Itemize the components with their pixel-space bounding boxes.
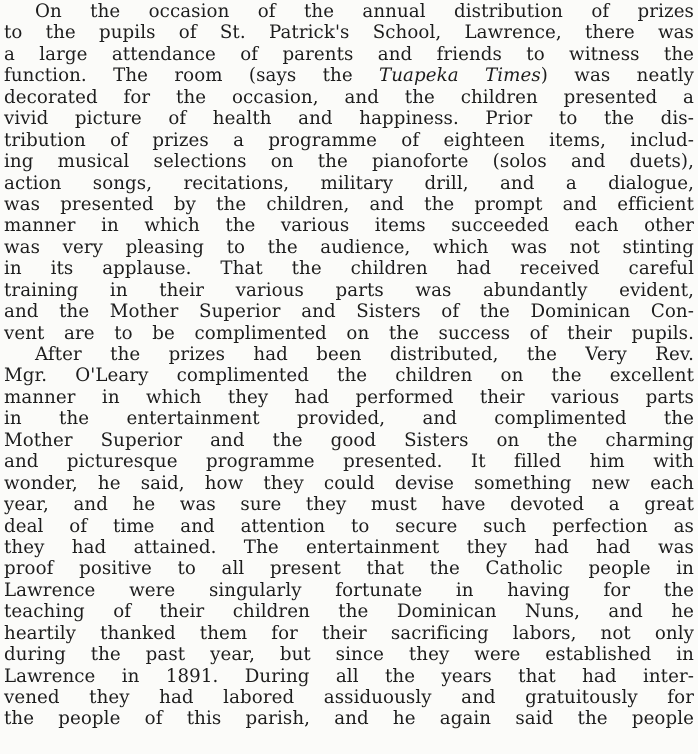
text-line: decorated for the occasion, and the children presented a	[4, 86, 694, 108]
text-line: vivid picture of health and happiness. Prior to the dis-	[4, 108, 694, 130]
text-line: and the Mother Superior and Sisters of the Dominican Con-	[4, 301, 694, 323]
text-line: in the entertainment provided, and complimented the	[4, 408, 694, 430]
text-line: to the pupils of St. Patrick's School, Lawrence, there was	[4, 22, 694, 44]
text-line: On the occasion of the annual distribution of prizes	[35, 1, 694, 22]
text-line: and picturesque programme presented. It filled him with	[4, 451, 694, 473]
text-line: Mgr. O'Leary complimented the children on the excellent	[4, 365, 694, 387]
text-line: Lawrence in 1891. During all the years that had inter-	[4, 665, 694, 687]
text-line: Lawrence were singularly fortunate in having for the	[4, 579, 694, 601]
paragraph-mgr-oleary-speech	[4, 344, 694, 730]
text-line: Mother Superior and the good Sisters on the charming	[4, 429, 694, 451]
text-line: manner in which they had performed their various parts	[4, 386, 694, 408]
text-line: vened they had labored assiduously and gratuitously for	[4, 687, 694, 708]
text-line: After the prizes had been distributed, the Very Rev.	[35, 344, 694, 365]
text-line: action songs, recitations, military drill, and a dialogue,	[4, 172, 694, 194]
text-line: they had attained. The entertainment they had had was	[4, 536, 694, 558]
text-line: wonder, he said, how they could devise something new each	[4, 472, 694, 494]
text-line: the people of this parish, and he again said the people	[4, 708, 694, 730]
text-line: manner in which the various items succeeded each other	[4, 215, 694, 237]
text-line: year, and he was sure they must have devoted a great	[4, 494, 694, 516]
text-line: was presented by the children, and the prompt and efficient	[4, 193, 694, 215]
text-line: a large attendance of parents and friends to witness the	[4, 43, 694, 65]
text-line: proof positive to all present that the Catholic people in	[4, 558, 694, 580]
text-line: teaching of their children the Dominican Nuns, and he	[4, 601, 694, 623]
text-line: vent are to be complimented on the success of their pupils.	[4, 322, 694, 344]
text-line: heartily thanked them for their sacrificing labors, not only	[4, 622, 694, 644]
text-line: in its applause. That the children had received careful	[4, 258, 694, 280]
text-line: tribution of prizes a programme of eighteen items, includ-	[4, 129, 694, 151]
text-line: ing musical selections on the pianoforte (solos and duets),	[4, 151, 694, 173]
text-line: during the past year, but since they were established in	[4, 644, 694, 666]
text-line: was very pleasing to the audience, which was not stinting	[4, 236, 694, 258]
text-line: deal of time and attention to secure such perfection as	[4, 515, 694, 537]
newspaper-title: Tuapeka Times	[379, 65, 541, 87]
paragraph-prize-distribution	[4, 1, 694, 344]
article-column	[4, 0, 694, 730]
text-line: training in their various parts was abundantly evident,	[4, 279, 694, 301]
text-line: function. The room (says the Tuapeka Times) was neatly	[4, 65, 694, 87]
